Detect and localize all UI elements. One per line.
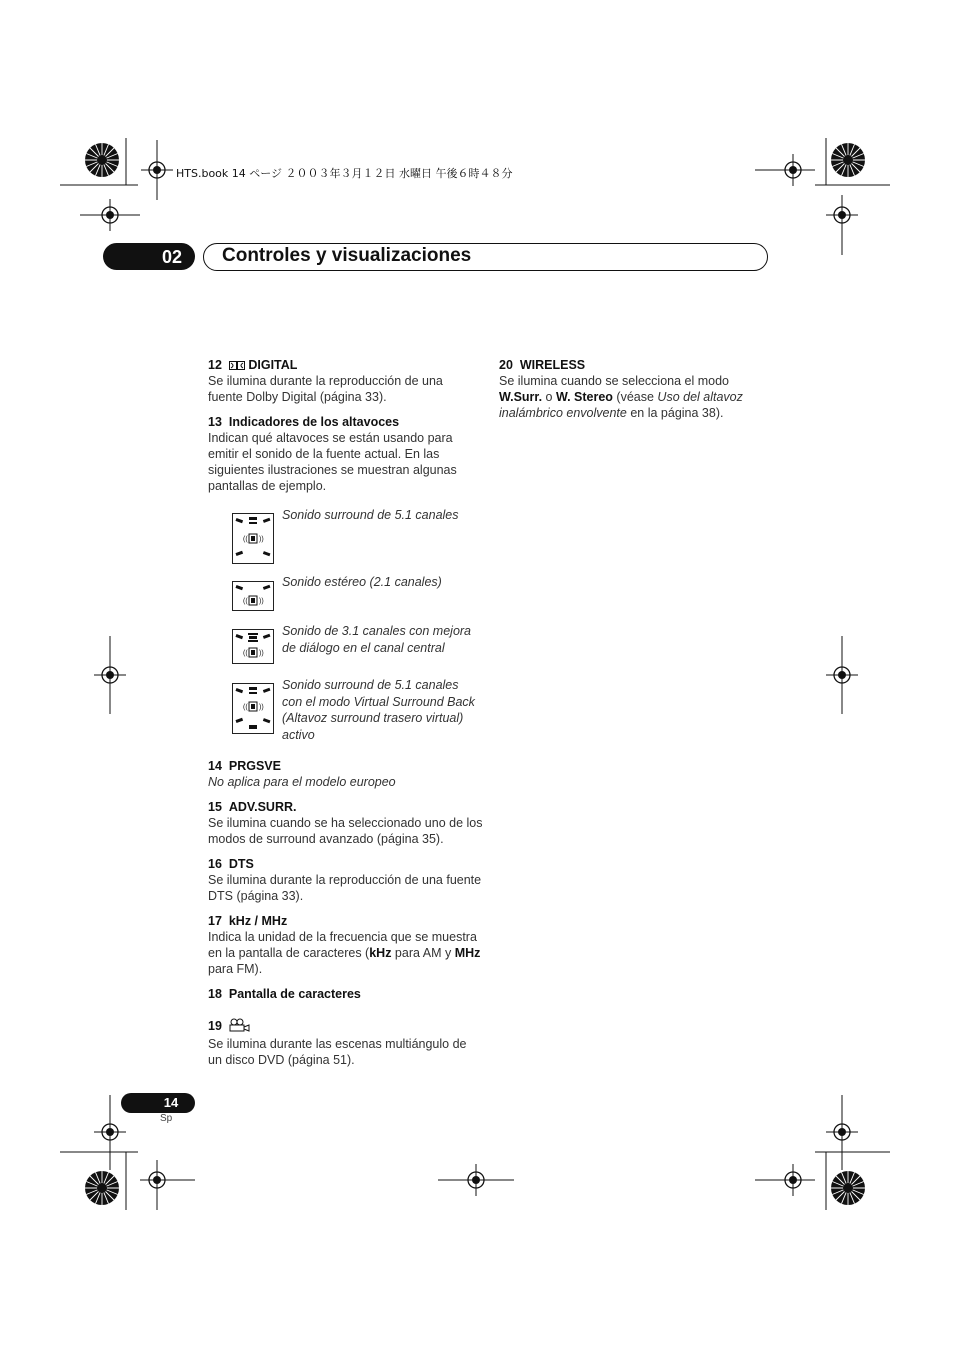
registration-wheel-icon [85,143,119,177]
item-17 [208,913,483,977]
language-code: Sp [160,1113,173,1124]
registration-wheel-icon [831,143,865,177]
item-body: Se ilumina cuando se ha seleccionado uno de los modos de surround avanzado (página 35). [208,816,483,846]
item-number: 16 [208,857,222,871]
item-number: 20 [499,358,513,372]
item-number: 18 [208,987,222,1001]
item-label: DTS [228,857,254,871]
item-label: WIRELESS [519,358,586,372]
svg-text:)): )) [259,536,264,543]
mhz-term: MHz [454,946,481,960]
left-column-top [208,357,480,503]
body-text: Indica la unidad de la frecuencia que se muestra en la pantalla de caracteres ( [208,930,477,960]
chapter-number: 02 [161,247,183,267]
svg-text:)): )) [259,650,264,657]
page-number: 14 [163,1095,179,1110]
item-number: 12 [208,358,222,372]
item-label: ADV.SURR. [228,800,297,814]
file-info-header: HTS.book 14 ページ ２００３年３月１２日 水曜日 午後６時４８分 [176,167,513,180]
item-label: Indicadores de los altavoces [228,415,400,429]
item-15 [208,799,483,847]
display-caption: Sonido surround de 5.1 canales con el modo Virtual Surround Back (Altavoz surround trasero virtual) activo [282,678,475,742]
display-caption: Sonido surround de 5.1 canales [282,508,459,522]
item-label: PRGSVE [228,759,281,773]
item-14 [208,758,483,790]
svg-text:((: (( [243,650,248,657]
item-label: kHz / MHz [228,914,288,928]
speaker-display-3-1 [232,629,274,664]
svg-text:((: (( [243,704,248,711]
cross-reference: Uso del altavoz inalámbrico envolvente [499,390,743,420]
dolby-double-d-icon [229,358,245,367]
item-body [499,373,769,421]
item-number: 14 [208,759,222,773]
item-body [208,929,483,977]
khz-term: kHz [369,946,392,960]
left-column-bottom [208,758,483,1077]
svg-text:((: (( [243,598,248,605]
body-text: para AM y [391,946,455,960]
item-12 [208,357,480,405]
camera-angle-icon [229,1018,251,1036]
svg-text:((: (( [243,536,248,543]
wsurr-term: W.Surr. [499,390,543,404]
body-text: Se ilumina cuando se selecciona el modo [499,374,729,388]
right-column [499,357,769,430]
display-caption: Sonido estéreo (2.1 canales) [282,575,442,589]
item-16 [208,856,483,904]
item-number: 15 [208,800,222,814]
body-text: (véase [612,390,658,404]
item-20 [499,357,769,421]
item-number: 13 [208,415,222,429]
item-number: 17 [208,914,222,928]
item-label: Pantalla de caracteres [228,987,361,1001]
wstereo-term: W. Stereo [555,390,613,404]
item-body: Se ilumina durante las escenas multiángulo de un disco DVD (página 51). [208,1037,467,1067]
item-body: Indican qué altavoces se están usando para emitir el sonido de la fuente actual. En las siguientes ilustraciones se muestran algunas pantallas de ejemplo. [208,431,457,493]
body-text: o [542,390,556,404]
item-13 [208,414,480,494]
item-body: Se ilumina durante la reproducción de una fuente DTS (página 33). [208,873,482,903]
item-19 [208,1018,483,1068]
registration-wheel-icon [85,1171,119,1205]
item-18 [208,986,483,1002]
body-text: para FM). [208,962,263,976]
item-number: 19 [208,1019,222,1033]
svg-text:)): )) [259,598,264,605]
speaker-display-5-1-vsb [232,683,274,734]
display-caption: Sonido de 3.1 canales con mejora de diálogo en el canal central [282,624,472,655]
registration-wheel-icon [831,1171,865,1205]
item-body: No aplica para el modelo europeo [208,775,396,789]
chapter-title: Controles y visualizaciones [222,245,472,266]
item-label: DIGITAL [248,358,298,372]
item-body: Se ilumina durante la reproducción de una fuente Dolby Digital (página 33). [208,374,443,404]
speaker-display-5-1 [232,513,274,564]
svg-text:)): )) [259,704,264,711]
speaker-display-2-1 [232,581,274,611]
body-text: en la página 38). [626,406,724,420]
